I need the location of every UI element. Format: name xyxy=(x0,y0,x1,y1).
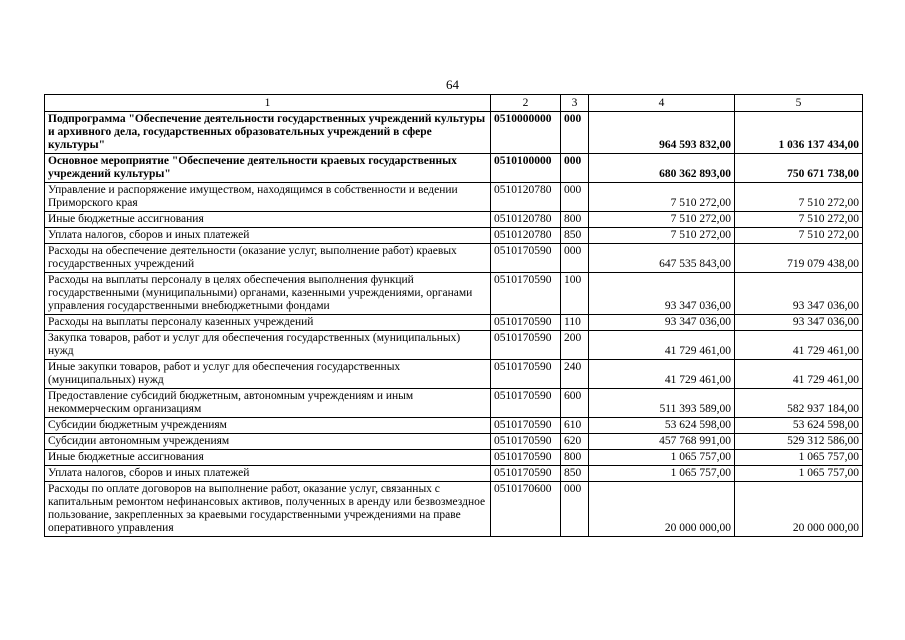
row-amount-2-cell: 7 510 272,00 xyxy=(735,228,863,244)
row-amount-1-cell: 93 347 036,00 xyxy=(589,273,735,315)
row-code-cell: 0510170590 xyxy=(491,360,561,389)
table-row xyxy=(45,434,863,450)
row-type-cell: 620 xyxy=(561,434,589,450)
row-code-cell: 0510170600 xyxy=(491,482,561,537)
row-amount-1-cell: 53 624 598,00 xyxy=(589,418,735,434)
row-amount-1-cell: 41 729 461,00 xyxy=(589,331,735,360)
row-code-cell: 0510170590 xyxy=(491,466,561,482)
row-type-cell: 000 xyxy=(561,482,589,537)
row-amount-1-cell: 457 768 991,00 xyxy=(589,434,735,450)
table-row xyxy=(45,273,863,315)
table-row xyxy=(45,112,863,154)
row-amount-2-cell: 719 079 438,00 xyxy=(735,244,863,273)
table-row xyxy=(45,331,863,360)
row-amount-2-cell: 1 065 757,00 xyxy=(735,450,863,466)
row-type-cell: 110 xyxy=(561,315,589,331)
header-col-3: 3 xyxy=(561,95,589,112)
table-row xyxy=(45,228,863,244)
row-type-cell: 800 xyxy=(561,450,589,466)
row-amount-2-cell: 53 624 598,00 xyxy=(735,418,863,434)
row-amount-1-cell: 41 729 461,00 xyxy=(589,360,735,389)
row-code-cell: 0510170590 xyxy=(491,434,561,450)
row-name-cell: Уплата налогов, сборов и иных платежей xyxy=(45,466,491,482)
header-col-4: 4 xyxy=(589,95,735,112)
row-amount-2-cell: 1 036 137 434,00 xyxy=(735,112,863,154)
row-name-cell: Предоставление субсидий бюджетным, автономным учреждениям и иным некоммерческим организациям xyxy=(45,389,491,418)
row-type-cell: 850 xyxy=(561,228,589,244)
row-name-cell: Расходы по оплате договоров на выполнение работ, оказание услуг, связанных с капитальным ремонтом нефинансовых активов, полученных в аренду или безвозмездное пользование, закрепленных за краевыми государственными учреждениями на праве оперативного управления xyxy=(45,482,491,537)
budget-table xyxy=(44,94,863,537)
row-amount-1-cell: 7 510 272,00 xyxy=(589,183,735,212)
row-name-cell: Уплата налогов, сборов и иных платежей xyxy=(45,228,491,244)
row-code-cell: 0510120780 xyxy=(491,183,561,212)
row-type-cell: 200 xyxy=(561,331,589,360)
row-amount-2-cell: 20 000 000,00 xyxy=(735,482,863,537)
row-name-cell: Иные закупки товаров, работ и услуг для обеспечения государственных (муниципальных) нужд xyxy=(45,360,491,389)
row-code-cell: 0510170590 xyxy=(491,389,561,418)
row-amount-2-cell: 7 510 272,00 xyxy=(735,212,863,228)
row-amount-2-cell: 41 729 461,00 xyxy=(735,360,863,389)
header-col-5: 5 xyxy=(735,95,863,112)
row-type-cell: 610 xyxy=(561,418,589,434)
row-code-cell: 0510120780 xyxy=(491,228,561,244)
row-type-cell: 850 xyxy=(561,466,589,482)
page-number: 64 xyxy=(446,77,459,92)
table-row xyxy=(45,244,863,273)
row-type-cell: 240 xyxy=(561,360,589,389)
row-amount-2-cell: 1 065 757,00 xyxy=(735,466,863,482)
row-name-cell: Расходы на выплаты персоналу в целях обеспечения выполнения функций государственными (муниципальными) органами, казенными учреждениями, органами управления государственными внебюджетными фондами xyxy=(45,273,491,315)
header-col-1: 1 xyxy=(45,95,491,112)
row-amount-2-cell: 7 510 272,00 xyxy=(735,183,863,212)
row-code-cell: 0510170590 xyxy=(491,273,561,315)
row-amount-1-cell: 1 065 757,00 xyxy=(589,450,735,466)
table-row xyxy=(45,418,863,434)
row-amount-1-cell: 511 393 589,00 xyxy=(589,389,735,418)
row-name-cell: Расходы на обеспечение деятельности (оказание услуг, выполнение работ) краевых государственных учреждений xyxy=(45,244,491,273)
row-name-cell: Субсидии автономным учреждениям xyxy=(45,434,491,450)
row-name-cell: Управление и распоряжение имуществом, находящимся в собственности и ведении Приморского края xyxy=(45,183,491,212)
table-row xyxy=(45,360,863,389)
row-amount-2-cell: 93 347 036,00 xyxy=(735,315,863,331)
row-amount-1-cell: 1 065 757,00 xyxy=(589,466,735,482)
table-row xyxy=(45,154,863,183)
row-code-cell: 0510170590 xyxy=(491,450,561,466)
row-type-cell: 600 xyxy=(561,389,589,418)
row-amount-2-cell: 750 671 738,00 xyxy=(735,154,863,183)
table-row xyxy=(45,389,863,418)
row-amount-1-cell: 7 510 272,00 xyxy=(589,212,735,228)
table-header-row xyxy=(45,95,863,112)
row-type-cell: 000 xyxy=(561,112,589,154)
row-name-cell: Расходы на выплаты персоналу казенных учреждений xyxy=(45,315,491,331)
table-row xyxy=(45,466,863,482)
row-name-cell: Подпрограмма "Обеспечение деятельности государственных учреждений культуры и архивного дела, государственных образовательных учреждений в сфере культуры" xyxy=(45,112,491,154)
row-amount-2-cell: 529 312 586,00 xyxy=(735,434,863,450)
table-row xyxy=(45,315,863,331)
header-col-2: 2 xyxy=(491,95,561,112)
row-code-cell: 0510100000 xyxy=(491,154,561,183)
row-amount-2-cell: 93 347 036,00 xyxy=(735,273,863,315)
row-amount-2-cell: 41 729 461,00 xyxy=(735,331,863,360)
row-type-cell: 000 xyxy=(561,183,589,212)
row-code-cell: 0510000000 xyxy=(491,112,561,154)
row-amount-1-cell: 680 362 893,00 xyxy=(589,154,735,183)
row-name-cell: Иные бюджетные ассигнования xyxy=(45,450,491,466)
row-amount-1-cell: 20 000 000,00 xyxy=(589,482,735,537)
row-name-cell: Основное мероприятие "Обеспечение деятельности краевых государственных учреждений культуры" xyxy=(45,154,491,183)
row-type-cell: 000 xyxy=(561,154,589,183)
table-row xyxy=(45,450,863,466)
row-code-cell: 0510170590 xyxy=(491,418,561,434)
row-amount-1-cell: 7 510 272,00 xyxy=(589,228,735,244)
row-type-cell: 100 xyxy=(561,273,589,315)
row-code-cell: 0510170590 xyxy=(491,315,561,331)
table-body xyxy=(45,95,863,537)
row-amount-2-cell: 582 937 184,00 xyxy=(735,389,863,418)
row-type-cell: 000 xyxy=(561,244,589,273)
table-row xyxy=(45,183,863,212)
row-name-cell: Закупка товаров, работ и услуг для обеспечения государственных (муниципальных) нужд xyxy=(45,331,491,360)
table-row xyxy=(45,212,863,228)
row-code-cell: 0510120780 xyxy=(491,212,561,228)
row-name-cell: Иные бюджетные ассигнования xyxy=(45,212,491,228)
row-amount-1-cell: 647 535 843,00 xyxy=(589,244,735,273)
row-amount-1-cell: 93 347 036,00 xyxy=(589,315,735,331)
row-code-cell: 0510170590 xyxy=(491,331,561,360)
row-name-cell: Субсидии бюджетным учреждениям xyxy=(45,418,491,434)
row-type-cell: 800 xyxy=(561,212,589,228)
row-amount-1-cell: 964 593 832,00 xyxy=(589,112,735,154)
row-code-cell: 0510170590 xyxy=(491,244,561,273)
table-row xyxy=(45,482,863,537)
